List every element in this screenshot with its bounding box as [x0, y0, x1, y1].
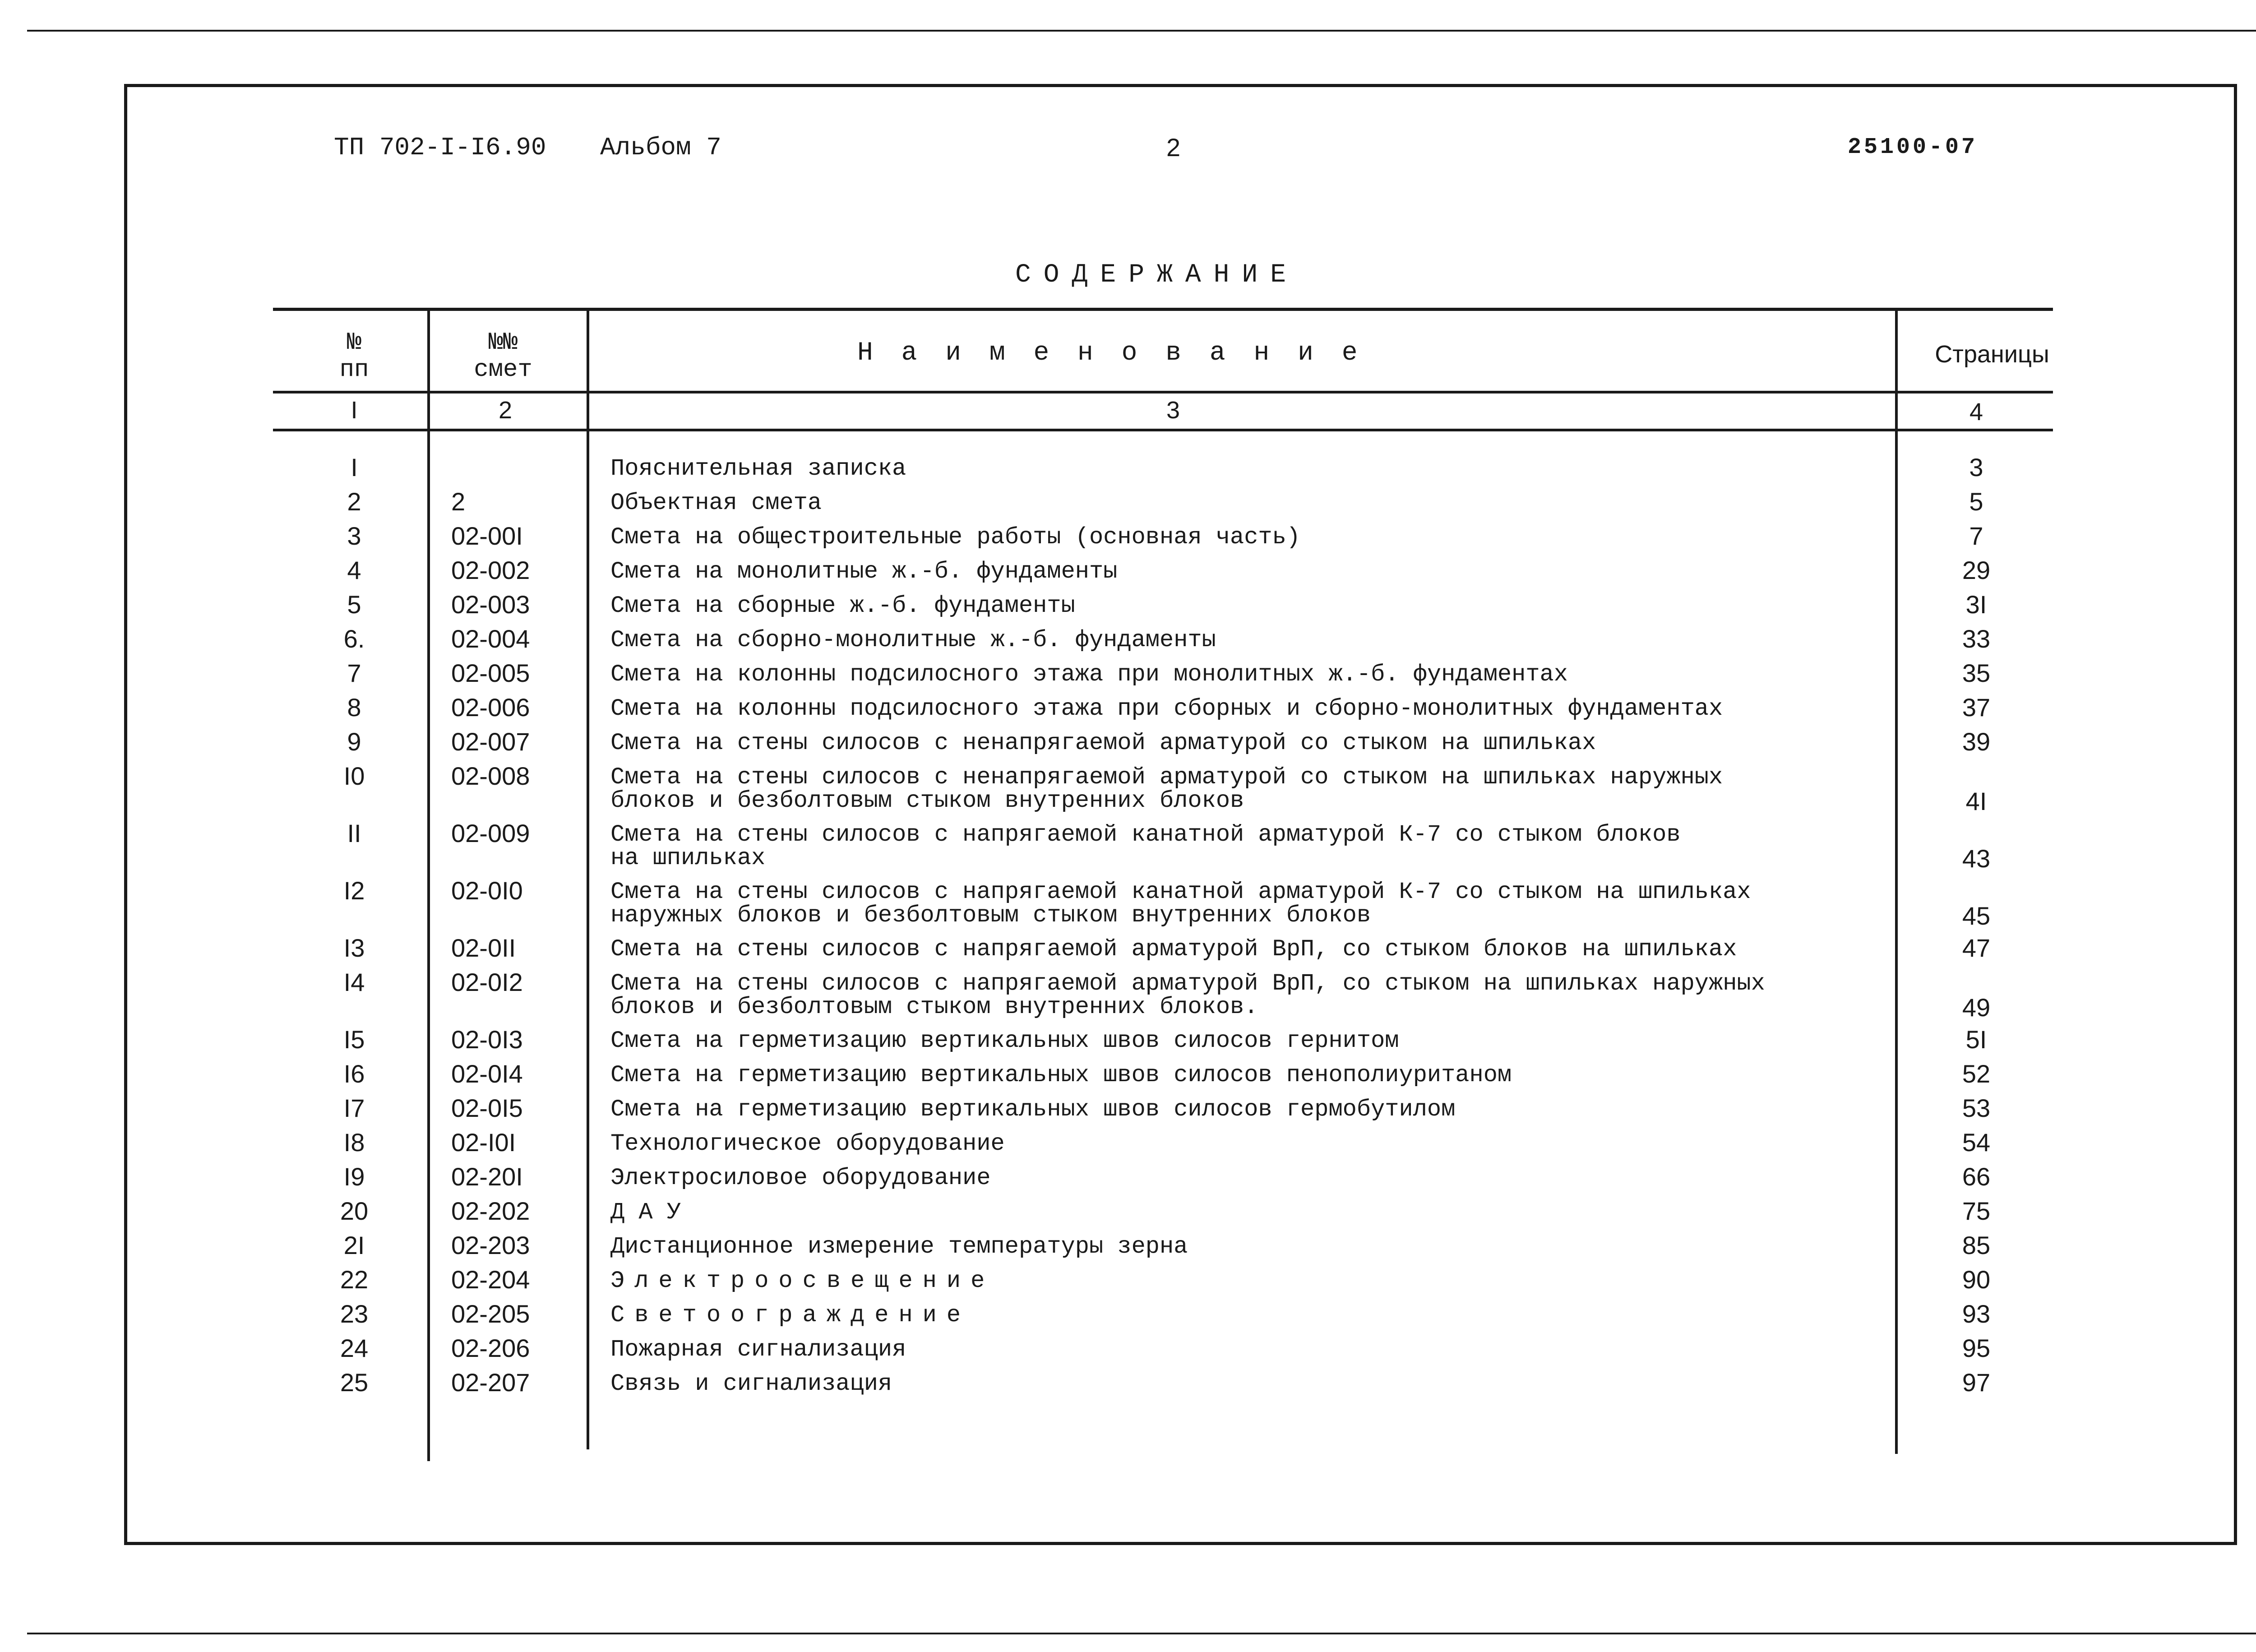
row-code: 02-002 [451, 556, 530, 584]
sheet-code: 25100-07 [1848, 134, 1978, 160]
row-page: 75 [1962, 1197, 1991, 1225]
col-header-name: Н а и м е н о в а н и е [857, 338, 1364, 368]
row-name: Смета на стены силосов с напрягаемой канатной арматурой К-7 со стыком на шпильках наружных блоков и безболтовым стыком внутренних блоков [610, 879, 1751, 929]
row-name: Смета на стены силосов с напрягаемой арматурой ВрП, со стыком на шпильках наружных блоков и безболтовым стыком внутренних блоков. [610, 970, 1765, 1020]
table-top-rule [273, 308, 2053, 311]
row-page: 43 [1962, 844, 1991, 873]
row-num: I0 [343, 762, 365, 790]
row-name: Технологическое оборудование [610, 1130, 1005, 1157]
col-divider-1 [427, 308, 430, 1461]
row-name: Смета на монолитные ж.-б. фундаменты [610, 558, 1118, 585]
row-code: 02-0I4 [451, 1060, 523, 1088]
row-num: 3 [347, 522, 361, 550]
row-page: 93 [1962, 1300, 1991, 1328]
row-code: 02-00I [451, 522, 523, 550]
row-code: 02-205 [451, 1300, 530, 1328]
row-num: 4 [347, 556, 361, 584]
row-code: 02-I0I [451, 1128, 516, 1157]
row-code: 02-202 [451, 1197, 530, 1225]
top-trim-line [27, 30, 2256, 32]
row-page: 47 [1962, 934, 1991, 962]
row-num: I7 [343, 1094, 365, 1122]
row-name: Смета на стены силосов с напрягаемой арматурой ВрП, со стыком блоков на шпильках [610, 936, 1737, 963]
row-num: 25 [340, 1368, 369, 1397]
row-name: Связь и сигнализация [610, 1370, 892, 1397]
row-name: Смета на общестроительные работы (основная часть) [610, 524, 1301, 551]
col-header-code [451, 329, 555, 384]
col-index-1: I [351, 397, 358, 424]
row-page: 3 [1969, 453, 1983, 481]
row-num: 7 [347, 659, 361, 687]
row-page: 95 [1962, 1334, 1991, 1362]
row-name: Смета на стены силосов с ненапрягаемой арматурой со стыком на шпильках [610, 730, 1596, 756]
row-num: I8 [343, 1128, 365, 1157]
row-name: Пояснительная записка [610, 455, 906, 482]
row-num: I6 [343, 1060, 365, 1088]
row-num: I3 [343, 934, 365, 962]
row-num: II [347, 819, 361, 847]
album-label: Альбом 7 [600, 133, 721, 162]
row-code: 02-0I0 [451, 876, 523, 905]
col-header-num-bottom: пп [339, 356, 369, 384]
row-name: Д А У [610, 1199, 681, 1226]
row-page: 85 [1962, 1231, 1991, 1259]
row-name: Объектная смета [610, 490, 822, 516]
row-page: 97 [1962, 1368, 1991, 1397]
row-num: 8 [347, 693, 361, 722]
row-num: I5 [343, 1025, 365, 1054]
row-page: 3I [1965, 590, 1987, 619]
row-name: Смета на герметизацию вертикальных швов силосов гермобутилом [610, 1096, 1456, 1123]
row-name: Смета на сборно-монолитные ж.-б. фундаменты [610, 627, 1216, 653]
row-name: Смета на стены силосов с ненапрягаемой арматурой со стыком на шпильках наружных блоков и безболтовым стыком внутренних блоков [610, 764, 1723, 814]
row-name: Пожарная сигнализация [610, 1336, 906, 1363]
col-header-code-bottom: смет [474, 356, 532, 384]
row-num: I9 [343, 1162, 365, 1191]
row-page: 53 [1962, 1094, 1991, 1122]
row-code: 02-204 [451, 1265, 530, 1294]
row-code: 02-007 [451, 727, 530, 756]
row-page: 49 [1962, 993, 1991, 1022]
row-code: 02-206 [451, 1334, 530, 1362]
col-index-4: 4 [1969, 398, 1983, 426]
row-page: 37 [1962, 693, 1991, 722]
row-page: 7 [1969, 522, 1983, 550]
row-num: 9 [347, 727, 361, 756]
row-page: 45 [1962, 902, 1991, 930]
page-title: СОДЕРЖАНИЕ [1015, 260, 1299, 290]
header-rule [273, 391, 2053, 393]
row-num: I [351, 453, 358, 481]
col-header-pages: Страницы [1935, 341, 2049, 368]
row-name: Смета на герметизацию вертикальных швов силосов пенополиуританом [610, 1062, 1512, 1088]
row-code: 02-0I2 [451, 968, 523, 996]
col-index-3: 3 [1166, 397, 1180, 424]
row-num: 2I [343, 1231, 365, 1259]
row-code: 02-20I [451, 1162, 523, 1191]
row-code: 02-008 [451, 762, 530, 790]
row-num: 22 [340, 1265, 369, 1294]
row-name: Электроосвещение [610, 1268, 995, 1294]
row-num: 23 [340, 1300, 369, 1328]
row-code: 02-0I3 [451, 1025, 523, 1054]
col-header-num [316, 329, 393, 384]
row-code: 02-0II [451, 934, 516, 962]
row-name: Смета на сборные ж.-б. фундаменты [610, 592, 1075, 619]
row-name: Смета на герметизацию вертикальных швов силосов гернитом [610, 1027, 1399, 1054]
row-name: Смета на колонны подсилосного этажа при сборных и сборно-монолитных фундаментах [610, 695, 1723, 722]
row-code: 02-009 [451, 819, 530, 847]
row-code: 02-203 [451, 1231, 530, 1259]
index-rule [273, 429, 2053, 431]
row-num: 2 [347, 487, 361, 516]
row-num: 24 [340, 1334, 369, 1362]
row-code: 02-207 [451, 1368, 530, 1397]
row-page: 54 [1962, 1128, 1991, 1157]
row-code: 2 [451, 487, 466, 516]
col-divider-2 [587, 308, 589, 1449]
row-page: 52 [1962, 1060, 1991, 1088]
bottom-trim-line [27, 1633, 2256, 1634]
col-header-num-top: № [347, 329, 362, 356]
page-number: 2 [1166, 133, 1181, 162]
row-num: I4 [343, 968, 365, 996]
row-page: 39 [1962, 727, 1991, 756]
row-num: 20 [340, 1197, 369, 1225]
doc-code: ТП 702-I-I6.90 [334, 133, 546, 162]
row-code: 02-006 [451, 693, 530, 722]
row-name: Электросиловое оборудование [610, 1165, 991, 1191]
row-code: 02-003 [451, 590, 530, 619]
row-num: I2 [343, 876, 365, 905]
row-page: 4I [1965, 787, 1987, 815]
row-page: 90 [1962, 1265, 1991, 1294]
col-header-code-top: №№ [488, 329, 518, 356]
row-name: Смета на стены силосов с напрягаемой канатной арматурой К-7 со стыком блоков на шпильках [610, 821, 1681, 871]
row-num: 5 [347, 590, 361, 619]
row-code: 02-0I5 [451, 1094, 523, 1122]
row-name: Смета на колонны подсилосного этажа при монолитных ж.-б. фундаментах [610, 661, 1568, 688]
row-code: 02-005 [451, 659, 530, 687]
row-name: Дистанционное измерение температуры зерна [610, 1233, 1188, 1260]
row-page: 35 [1962, 659, 1991, 687]
row-name: Светоограждение [610, 1302, 971, 1328]
row-page: 66 [1962, 1162, 1991, 1191]
col-index-2: 2 [498, 397, 513, 424]
row-page: 29 [1962, 556, 1991, 584]
col-divider-3 [1895, 308, 1898, 1454]
row-code: 02-004 [451, 625, 530, 653]
row-page: 5I [1965, 1025, 1987, 1054]
row-page: 33 [1962, 625, 1991, 653]
row-page: 5 [1969, 487, 1983, 516]
row-num: 6. [343, 625, 365, 653]
